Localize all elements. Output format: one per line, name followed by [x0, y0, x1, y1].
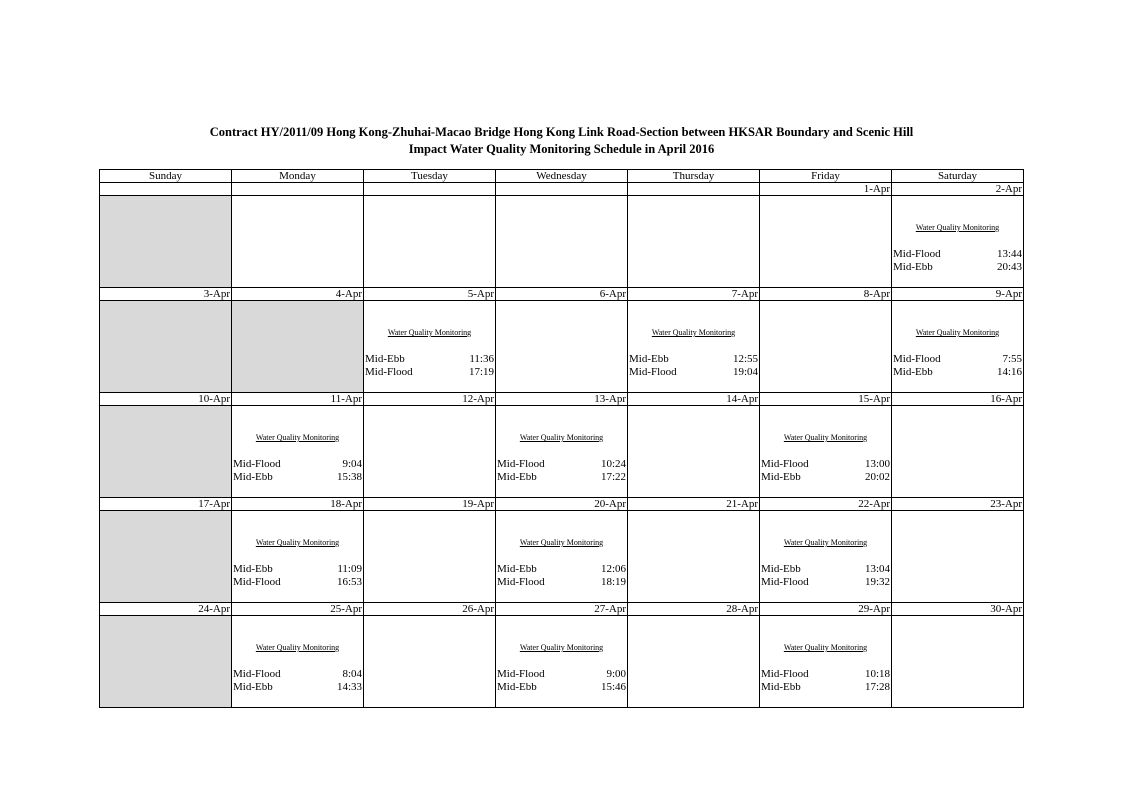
tide-time: 7:55: [1002, 353, 1022, 365]
day-cell: [496, 511, 628, 603]
date-label: 24-Apr: [100, 603, 232, 616]
tide-time: 9:00: [606, 668, 626, 680]
date-label: 2-Apr: [892, 183, 1024, 196]
day-cell: [892, 196, 1024, 288]
water-quality-monitoring-label: Water Quality Monitoring: [255, 643, 340, 652]
day-cell: [364, 301, 496, 393]
tide-list: [233, 563, 362, 589]
tide-name: Mid-Ebb: [893, 366, 933, 378]
tide-row: [893, 366, 1022, 379]
weekday-header: Sunday: [100, 170, 232, 183]
tide-row: [761, 563, 890, 576]
week-body-row: [100, 511, 1024, 603]
tide-row: [233, 668, 362, 681]
week-date-row: [100, 393, 1024, 406]
day-cell: [100, 196, 232, 288]
tide-row: [233, 576, 362, 589]
tide-name: Mid-Flood: [761, 458, 809, 470]
week-date-row: [100, 498, 1024, 511]
tide-time: 20:02: [864, 471, 890, 483]
tide-row: [365, 366, 494, 379]
day-cell: [232, 511, 364, 603]
weekday-header: Wednesday: [496, 170, 628, 183]
weekday-header: Monday: [232, 170, 364, 183]
date-label: 16-Apr: [892, 393, 1024, 406]
date-label: 15-Apr: [760, 393, 892, 406]
day-cell: [628, 616, 760, 708]
day-cell: [892, 616, 1024, 708]
tide-name: Mid-Ebb: [761, 471, 801, 483]
weekday-header: Saturday: [892, 170, 1024, 183]
tide-row: [629, 366, 758, 379]
tide-list: [497, 458, 626, 484]
date-label: 8-Apr: [760, 288, 892, 301]
tide-row: [893, 353, 1022, 366]
tide-list: [893, 353, 1022, 379]
tide-row: [233, 563, 362, 576]
weekday-header: Thursday: [628, 170, 760, 183]
date-label: [496, 183, 628, 196]
week-body-row: [100, 196, 1024, 288]
day-cell: [628, 406, 760, 498]
tide-list: [497, 563, 626, 589]
day-cell: [100, 301, 232, 393]
tide-row: [497, 471, 626, 484]
day-cell: [892, 406, 1024, 498]
tide-name: Mid-Ebb: [761, 563, 801, 575]
date-label: 29-Apr: [760, 603, 892, 616]
day-cell: [100, 616, 232, 708]
date-label: 6-Apr: [496, 288, 628, 301]
tide-name: Mid-Ebb: [233, 681, 273, 693]
tide-time: 18:19: [600, 576, 626, 588]
tide-name: Mid-Ebb: [497, 681, 537, 693]
title-line-contract: Contract HY/2011/09 Hong Kong-Zhuhai-Macao Bridge Hong Kong Link Road-Section between HKSAR Boundary and Scenic Hill: [209, 125, 914, 139]
tide-time: 16:53: [336, 576, 362, 588]
tide-name: Mid-Flood: [629, 366, 677, 378]
water-quality-monitoring-label: Water Quality Monitoring: [783, 643, 868, 652]
tide-time: 17:28: [864, 681, 890, 693]
tide-row: [761, 576, 890, 589]
tide-row: [761, 458, 890, 471]
tide-time: 17:22: [600, 471, 626, 483]
date-label: [232, 183, 364, 196]
week-date-row: [100, 288, 1024, 301]
tide-row: [497, 576, 626, 589]
water-quality-monitoring-label: Water Quality Monitoring: [783, 538, 868, 547]
tide-row: [497, 563, 626, 576]
day-cell: [892, 301, 1024, 393]
tide-time: 19:04: [732, 366, 758, 378]
day-cell: [364, 406, 496, 498]
water-quality-monitoring-label: Water Quality Monitoring: [387, 328, 472, 337]
tide-row: [761, 681, 890, 694]
water-quality-monitoring-label: Water Quality Monitoring: [915, 223, 1000, 232]
tide-row: [497, 668, 626, 681]
tide-name: Mid-Ebb: [893, 261, 933, 273]
water-quality-monitoring-label: Water Quality Monitoring: [519, 643, 604, 652]
date-label: 13-Apr: [496, 393, 628, 406]
date-label: [100, 183, 232, 196]
day-cell: [364, 511, 496, 603]
tide-name: Mid-Flood: [497, 668, 545, 680]
tide-row: [497, 458, 626, 471]
tide-name: Mid-Flood: [893, 353, 941, 365]
calendar-body: [100, 183, 1024, 708]
day-cell: [496, 301, 628, 393]
monitoring-calendar: [99, 169, 1024, 708]
tide-time: 13:00: [864, 458, 890, 470]
tide-time: 11:09: [337, 563, 362, 575]
date-label: 21-Apr: [628, 498, 760, 511]
water-quality-monitoring-label: Water Quality Monitoring: [783, 433, 868, 442]
week-body-row: [100, 406, 1024, 498]
water-quality-monitoring-label: Water Quality Monitoring: [519, 538, 604, 547]
day-cell: [100, 406, 232, 498]
tide-time: 17:19: [468, 366, 494, 378]
date-label: 28-Apr: [628, 603, 760, 616]
day-cell: [760, 616, 892, 708]
tide-name: Mid-Ebb: [629, 353, 669, 365]
date-label: 22-Apr: [760, 498, 892, 511]
tide-name: Mid-Flood: [233, 576, 281, 588]
date-label: 17-Apr: [100, 498, 232, 511]
tide-row: [365, 353, 494, 366]
day-cell: [628, 301, 760, 393]
tide-time: 15:46: [600, 681, 626, 693]
tide-time: 12:55: [732, 353, 758, 365]
tide-list: [629, 353, 758, 379]
tide-name: Mid-Flood: [761, 668, 809, 680]
day-cell: [496, 406, 628, 498]
weekday-header: Friday: [760, 170, 892, 183]
tide-time: 10:18: [864, 668, 890, 680]
tide-list: [233, 458, 362, 484]
day-cell: [100, 511, 232, 603]
tide-name: Mid-Ebb: [365, 353, 405, 365]
water-quality-monitoring-label: Water Quality Monitoring: [255, 538, 340, 547]
tide-row: [629, 353, 758, 366]
day-cell: [232, 406, 364, 498]
week-date-row: [100, 183, 1024, 196]
date-label: 27-Apr: [496, 603, 628, 616]
tide-list: [497, 668, 626, 694]
water-quality-monitoring-label: Water Quality Monitoring: [519, 433, 604, 442]
day-cell: [760, 196, 892, 288]
document-title: [0, 124, 1123, 158]
tide-list: [893, 248, 1022, 274]
tide-row: [893, 261, 1022, 274]
tide-row: [761, 668, 890, 681]
tide-time: 14:16: [996, 366, 1022, 378]
week-body-row: [100, 616, 1024, 708]
tide-row: [233, 458, 362, 471]
tide-name: Mid-Flood: [365, 366, 413, 378]
tide-list: [233, 668, 362, 694]
day-cell: [496, 196, 628, 288]
tide-time: 19:32: [864, 576, 890, 588]
tide-row: [233, 471, 362, 484]
date-label: 14-Apr: [628, 393, 760, 406]
day-cell: [232, 196, 364, 288]
date-label: 23-Apr: [892, 498, 1024, 511]
date-label: 7-Apr: [628, 288, 760, 301]
tide-time: 15:38: [336, 471, 362, 483]
tide-name: Mid-Ebb: [497, 471, 537, 483]
tide-name: Mid-Flood: [893, 248, 941, 260]
tide-row: [497, 681, 626, 694]
date-label: 25-Apr: [232, 603, 364, 616]
tide-time: 20:43: [996, 261, 1022, 273]
tide-row: [761, 471, 890, 484]
date-label: 26-Apr: [364, 603, 496, 616]
tide-time: 14:33: [336, 681, 362, 693]
date-label: 10-Apr: [100, 393, 232, 406]
day-cell: [232, 301, 364, 393]
day-cell: [628, 196, 760, 288]
tide-name: Mid-Ebb: [761, 681, 801, 693]
date-label: 11-Apr: [232, 393, 364, 406]
day-cell: [892, 511, 1024, 603]
date-label: 1-Apr: [760, 183, 892, 196]
weekday-header-row: [100, 170, 1024, 183]
day-cell: [364, 616, 496, 708]
date-label: 30-Apr: [892, 603, 1024, 616]
week-date-row: [100, 603, 1024, 616]
date-label: 4-Apr: [232, 288, 364, 301]
day-cell: [760, 301, 892, 393]
tide-name: Mid-Ebb: [497, 563, 537, 575]
tide-list: [365, 353, 494, 379]
tide-time: 9:04: [342, 458, 362, 470]
tide-row: [893, 248, 1022, 261]
water-quality-monitoring-label: Water Quality Monitoring: [255, 433, 340, 442]
date-label: 20-Apr: [496, 498, 628, 511]
water-quality-monitoring-label: Water Quality Monitoring: [651, 328, 736, 337]
tide-name: Mid-Flood: [233, 668, 281, 680]
tide-name: Mid-Ebb: [233, 471, 273, 483]
date-label: 12-Apr: [364, 393, 496, 406]
title-line-schedule: Impact Water Quality Monitoring Schedule in April 2016: [408, 142, 715, 156]
date-label: 9-Apr: [892, 288, 1024, 301]
tide-name: Mid-Flood: [761, 576, 809, 588]
day-cell: [232, 616, 364, 708]
week-body-row: [100, 301, 1024, 393]
date-label: [364, 183, 496, 196]
tide-name: Mid-Flood: [497, 576, 545, 588]
tide-time: 11:36: [469, 353, 494, 365]
date-label: 18-Apr: [232, 498, 364, 511]
tide-list: [761, 668, 890, 694]
tide-time: 10:24: [600, 458, 626, 470]
tide-time: 13:44: [996, 248, 1022, 260]
tide-list: [761, 458, 890, 484]
date-label: 3-Apr: [100, 288, 232, 301]
day-cell: [760, 406, 892, 498]
day-cell: [364, 196, 496, 288]
tide-time: 12:06: [600, 563, 626, 575]
tide-time: 8:04: [342, 668, 362, 680]
tide-list: [761, 563, 890, 589]
date-label: [628, 183, 760, 196]
tide-name: Mid-Ebb: [233, 563, 273, 575]
date-label: 19-Apr: [364, 498, 496, 511]
water-quality-monitoring-label: Water Quality Monitoring: [915, 328, 1000, 337]
tide-time: 13:04: [864, 563, 890, 575]
day-cell: [760, 511, 892, 603]
weekday-header: Tuesday: [364, 170, 496, 183]
tide-name: Mid-Flood: [233, 458, 281, 470]
day-cell: [628, 511, 760, 603]
tide-name: Mid-Flood: [497, 458, 545, 470]
date-label: 5-Apr: [364, 288, 496, 301]
tide-row: [233, 681, 362, 694]
day-cell: [496, 616, 628, 708]
